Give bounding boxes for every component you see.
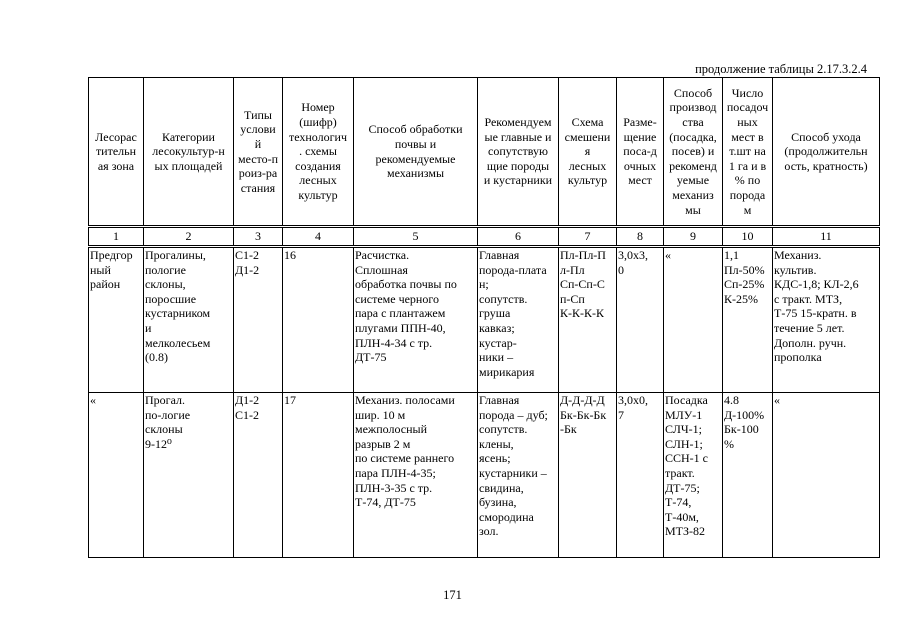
cell-line: склоны: [145, 422, 183, 437]
cell-line: 9-12⁰: [145, 436, 172, 451]
column-number: 1: [89, 227, 144, 247]
cell-line: МЛУ-1: [665, 407, 703, 422]
cell-line: (шифр): [299, 115, 337, 130]
cell-line: . схемы: [299, 144, 337, 159]
cell-line: услови: [240, 122, 276, 137]
table-cell: [354, 247, 478, 393]
cell-line: Посадка: [665, 393, 708, 407]
cell-line: производ: [669, 100, 717, 115]
table-cell: [283, 247, 354, 393]
cell-line: 17: [284, 393, 296, 407]
cell-line: 4.8: [724, 393, 739, 407]
column-number-row: [89, 227, 880, 247]
table-cell: [89, 393, 144, 558]
column-number: 6: [478, 227, 559, 247]
cell-line: ДТ-75: [355, 350, 387, 365]
table-cell: [234, 393, 283, 558]
cell-line: Главная: [479, 248, 520, 262]
cell-line: тракт.: [665, 465, 695, 480]
header-row: [89, 78, 880, 227]
cell-line: «: [665, 248, 671, 262]
cell-line: Бк-100: [724, 422, 759, 437]
cell-line: Д-Д-Д-Д: [560, 393, 605, 407]
cell-line: Пл-50%: [724, 262, 765, 277]
cell-line: плугами ППН-40,: [355, 320, 446, 335]
table-cell: [89, 247, 144, 393]
cell-line: Схема: [571, 115, 604, 130]
table-cell: [773, 393, 880, 558]
cell-line: МТЗ-82: [665, 524, 706, 539]
header-cell-3: [234, 78, 283, 227]
column-number: 3: [234, 227, 283, 247]
header-cell-4: [283, 78, 354, 227]
cell-line: с тракт. МТЗ,: [774, 291, 843, 306]
cell-line: Бк-Бк-Бк: [560, 407, 607, 422]
cell-line: ных: [737, 115, 758, 130]
header-cell-5: [354, 78, 478, 227]
cell-line: п-Сп: [560, 291, 585, 306]
table-cell: [478, 247, 559, 393]
cell-line: мелколесьем: [145, 335, 211, 350]
cell-line: Способ ухода: [791, 129, 861, 144]
cell-line: н;: [479, 277, 489, 292]
cell-line: (продолжительн: [784, 144, 868, 159]
table-row: [89, 393, 880, 558]
cell-line: ства: [682, 115, 704, 130]
cell-line: СЛН-1;: [665, 436, 703, 451]
cell-line: Д1-2: [235, 262, 260, 277]
cell-line: «: [774, 393, 780, 407]
cell-line: и кустарники: [483, 173, 553, 188]
cell-line: посадоч: [726, 100, 769, 115]
cell-line: лесных: [568, 158, 607, 173]
cell-line: груша: [479, 306, 511, 321]
cell-line: «: [90, 393, 96, 407]
cell-line: поросшие: [145, 291, 197, 306]
table-cell: [773, 247, 880, 393]
cell-line: шир. 10 м: [355, 407, 406, 422]
cell-line: склоны,: [145, 277, 186, 292]
cell-line: роиз-ра: [238, 166, 278, 181]
header-cell-10: [723, 78, 773, 227]
column-number: 2: [144, 227, 234, 247]
cell-line: ясень;: [479, 451, 511, 466]
cell-line: Предгор: [90, 248, 133, 262]
cell-line: уемые: [676, 173, 710, 188]
column-number: 4: [283, 227, 354, 247]
cell-line: пара с плантажем: [355, 306, 446, 321]
cell-line: Т-74,: [665, 495, 692, 510]
column-number: 7: [559, 227, 617, 247]
cell-line: мест в: [731, 129, 764, 144]
column-number: 5: [354, 227, 478, 247]
cell-line: й: [254, 136, 262, 151]
cell-line: 3,0х3,: [618, 248, 648, 262]
table-cell: [617, 393, 664, 558]
cell-line: 16: [284, 248, 296, 262]
cell-line: мест: [628, 173, 652, 188]
cell-line: С1-2: [235, 407, 259, 422]
cell-line: Лесорас: [95, 129, 137, 144]
cell-line: клены,: [479, 436, 514, 451]
table-cell: [283, 393, 354, 558]
cell-line: Разме-: [623, 115, 657, 130]
cell-line: К-К-К-К: [560, 306, 605, 321]
cell-line: щение: [623, 129, 657, 144]
cell-line: Д-100%: [724, 407, 765, 422]
cell-line: Механиз. полосами: [355, 393, 455, 407]
cell-line: Сп-Сп-С: [560, 277, 605, 292]
cell-line: Пл-Пл-П: [560, 248, 606, 262]
column-number: 8: [617, 227, 664, 247]
cell-line: по системе раннего: [355, 451, 455, 466]
cell-line: течение 5 лет.: [774, 320, 845, 335]
cell-line: сопутств.: [479, 291, 528, 306]
header-cell-6: [478, 78, 559, 227]
cell-line: место-п: [237, 151, 279, 166]
cell-line: ПЛН-3-35 с тр.: [355, 480, 433, 495]
cell-line: КДС-1,8; КЛ-2,6: [774, 277, 859, 292]
cell-line: обработка почвы по: [355, 277, 457, 292]
cell-line: Номер: [301, 100, 335, 115]
cell-line: бузина,: [479, 495, 517, 510]
header-cell-7: [559, 78, 617, 227]
column-number: 11: [773, 227, 880, 247]
table-cell: [559, 247, 617, 393]
cell-line: ПЛН-4-34 с тр.: [355, 335, 433, 350]
cell-line: системе черного: [355, 291, 439, 306]
cell-line: Категории: [162, 129, 215, 144]
cell-line: Типы: [244, 107, 272, 122]
cell-line: ный: [90, 262, 111, 277]
cell-line: порода-плата: [479, 262, 547, 277]
cell-line: Прогал.: [145, 393, 186, 407]
table-cell: [559, 393, 617, 558]
cell-line: 7: [618, 407, 624, 422]
cell-line: кустар-: [479, 335, 517, 350]
cell-line: ники –: [479, 350, 514, 365]
cell-line: зол.: [479, 524, 499, 539]
cell-line: Сплошная: [355, 262, 408, 277]
cell-line: пологие: [145, 262, 186, 277]
header-cell-11: [773, 78, 880, 227]
cell-line: создания: [295, 158, 341, 173]
cell-line: разрыв 2 м: [355, 436, 411, 451]
header-cell-9: [664, 78, 723, 227]
cell-line: С1-2: [235, 248, 259, 262]
cell-line: %: [724, 436, 734, 451]
cell-line: -Бк: [560, 422, 577, 437]
cell-line: Прогалины,: [145, 248, 206, 262]
cell-line: кавказ;: [479, 320, 515, 335]
cell-line: технологич: [288, 129, 348, 144]
table-cell: [723, 393, 773, 558]
table-cell: [144, 393, 234, 558]
cell-line: Механиз.: [774, 248, 822, 262]
cell-line: культур: [567, 173, 608, 188]
cell-line: К-25%: [724, 291, 758, 306]
header-cell-8: [617, 78, 664, 227]
cell-line: очных: [623, 158, 657, 173]
cell-line: л-Пл: [560, 262, 585, 277]
cell-line: смородина: [479, 509, 534, 524]
cell-line: мы: [685, 202, 701, 217]
cell-line: Т-75 15-кратн. в: [774, 306, 857, 321]
table-cell: [664, 393, 723, 558]
table-cell: [144, 247, 234, 393]
cell-line: Число: [731, 85, 764, 100]
cell-line: ДТ-75;: [665, 480, 700, 495]
cell-line: кустарником: [145, 306, 211, 321]
cell-line: по-логие: [145, 407, 191, 422]
cell-line: Дополн. ручн.: [774, 335, 847, 350]
cell-line: ость, кратность): [784, 158, 868, 173]
cell-line: Т-40м,: [665, 509, 699, 524]
cell-line: СЛЧ-1;: [665, 422, 702, 437]
page-number: 171: [443, 588, 462, 602]
cell-line: ых площадей: [154, 158, 223, 173]
cell-line: посев) и: [671, 144, 715, 159]
cell-line: (0.8): [145, 350, 168, 365]
cell-line: Рекомендуем: [484, 115, 552, 130]
cell-line: рекоменд: [669, 158, 717, 173]
cell-line: лесокультур-н: [152, 144, 225, 159]
table-cell: [664, 247, 723, 393]
cell-line: прополка: [774, 350, 822, 365]
cell-line: ая зона: [97, 158, 135, 173]
cell-line: ые главные и: [484, 129, 552, 144]
cell-line: механиз: [672, 187, 714, 202]
cell-line: тительн: [95, 144, 137, 159]
forestry-table: [88, 77, 880, 558]
cell-line: свидина,: [479, 480, 524, 495]
cell-line: 1 га и в: [728, 158, 767, 173]
column-number: 9: [664, 227, 723, 247]
cell-line: смешени: [564, 129, 611, 144]
cell-line: Способ обработки: [368, 122, 463, 137]
table-cell: [478, 393, 559, 558]
cell-line: сопутствую: [488, 144, 548, 159]
cell-line: 3,0х0,: [618, 393, 648, 407]
cell-line: (посадка,: [669, 129, 717, 144]
table-cell: [723, 247, 773, 393]
cell-line: Сп-25%: [724, 277, 765, 292]
cell-line: Расчистка.: [355, 248, 410, 262]
column-number: 10: [723, 227, 773, 247]
cell-line: сопутств.: [479, 422, 528, 437]
cell-line: рекомендуемые: [375, 151, 456, 166]
cell-line: культив.: [774, 262, 817, 277]
cell-line: т.шт на: [729, 144, 766, 159]
table-row: [89, 247, 880, 393]
cell-line: я: [584, 144, 591, 159]
cell-line: район: [90, 277, 121, 292]
cell-line: мирикария: [479, 364, 535, 379]
cell-line: лесных: [299, 173, 337, 188]
cell-line: и: [145, 320, 152, 335]
table-cell: [617, 247, 664, 393]
cell-line: кустарники –: [479, 465, 547, 480]
cell-line: Способ: [673, 85, 713, 100]
cell-line: межполосный: [355, 422, 427, 437]
cell-line: 0: [618, 262, 624, 277]
header-cell-2: [144, 78, 234, 227]
table-caption: продолжение таблицы 2.17.3.2.4: [695, 62, 867, 76]
cell-line: культур: [298, 187, 338, 202]
cell-line: пара ПЛН-4-35;: [355, 465, 436, 480]
cell-line: % по: [734, 173, 761, 188]
cell-line: щие породы: [486, 158, 550, 173]
cell-line: поса-д: [623, 144, 657, 159]
cell-line: Д1-2: [235, 393, 260, 407]
cell-line: порода: [729, 187, 766, 202]
cell-line: стания: [240, 180, 276, 195]
cell-line: Т-74, ДТ-75: [355, 495, 416, 510]
cell-line: почвы и: [394, 136, 437, 151]
cell-line: 1,1: [724, 248, 739, 262]
cell-line: порода – дуб;: [479, 407, 548, 422]
header-cell-1: [89, 78, 144, 227]
cell-line: Главная: [479, 393, 520, 407]
table-cell: [234, 247, 283, 393]
table-cell: [354, 393, 478, 558]
cell-line: м: [743, 202, 752, 217]
cell-line: ССН-1 с: [665, 451, 708, 466]
cell-line: механизмы: [387, 166, 444, 181]
